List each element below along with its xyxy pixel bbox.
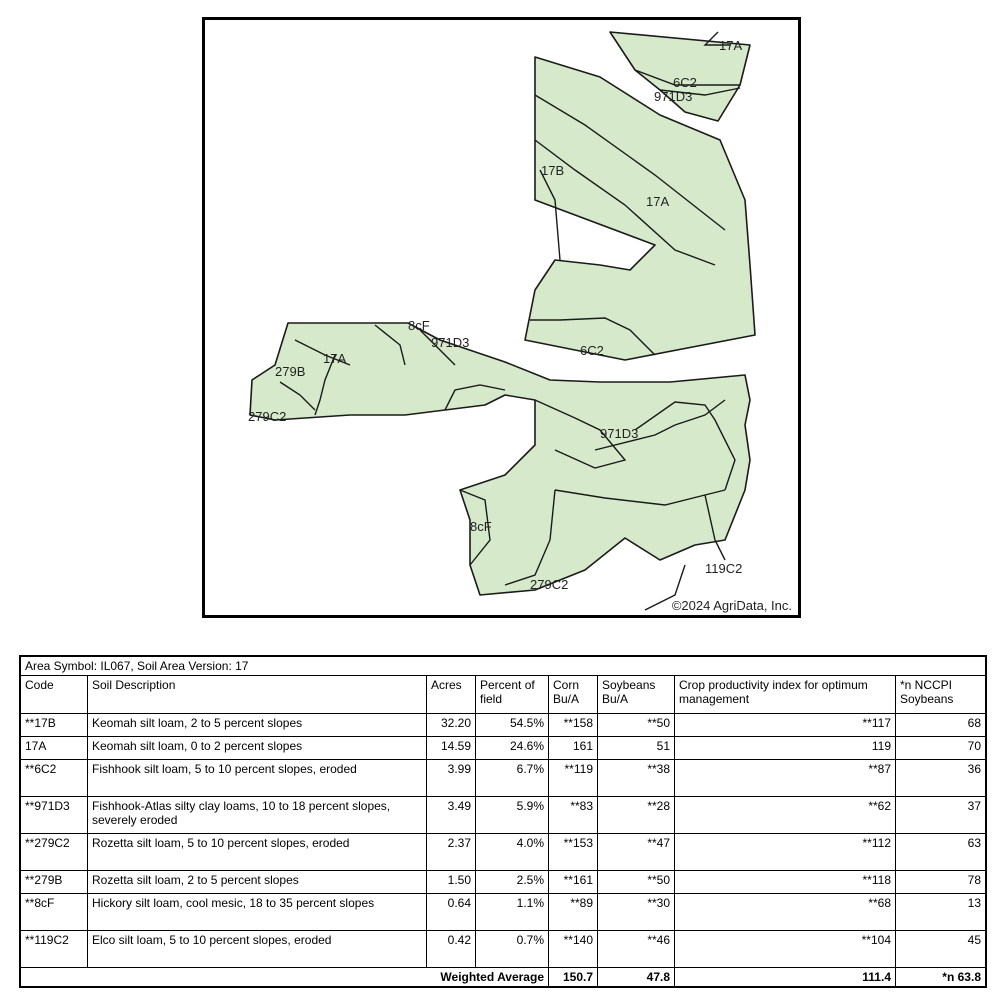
row-nccpi: 13 <box>896 894 987 931</box>
weighted-cpi: 111.4 <box>675 968 896 988</box>
row-soybeans: **47 <box>598 834 675 871</box>
map-label-279c2-south: 279C2 <box>530 577 569 592</box>
row-cpi: **104 <box>675 931 896 968</box>
row-soybeans: **30 <box>598 894 675 931</box>
row-nccpi: 63 <box>896 834 987 871</box>
row-corn: **153 <box>549 834 598 871</box>
row-acres: 0.42 <box>427 931 476 968</box>
row-acres: 1.50 <box>427 871 476 894</box>
map-label-6c2-east: 6C2 <box>580 343 604 358</box>
table-row <box>20 714 986 737</box>
weighted-average-row <box>20 968 986 988</box>
row-nccpi: 68 <box>896 714 987 737</box>
row-acres: 0.64 <box>427 894 476 931</box>
row-nccpi: 45 <box>896 931 987 968</box>
weighted-nccpi: *n 63.8 <box>896 968 987 988</box>
row-acres: 3.99 <box>427 760 476 797</box>
column-header-row <box>20 676 986 714</box>
row-soybeans: **46 <box>598 931 675 968</box>
weighted-corn: 150.7 <box>549 968 598 988</box>
row-corn: 161 <box>549 737 598 760</box>
row-percent: 0.7% <box>476 931 549 968</box>
map-label-17a-west: 17A <box>323 351 347 366</box>
col-corn: Corn Bu/A <box>549 676 598 714</box>
row-cpi: **87 <box>675 760 896 797</box>
row-code: **279C2 <box>20 834 88 871</box>
row-percent: 6.7% <box>476 760 549 797</box>
map-label-8cf-south: 8cF <box>470 519 492 534</box>
row-corn: **89 <box>549 894 598 931</box>
col-percent: Percent of field <box>476 676 549 714</box>
map-label-17a-east: 17A <box>646 194 670 209</box>
row-acres: 14.59 <box>427 737 476 760</box>
row-description: Rozetta silt loam, 2 to 5 percent slopes <box>88 871 427 894</box>
row-code: **17B <box>20 714 88 737</box>
table-row <box>20 760 986 797</box>
table-row <box>20 737 986 760</box>
table-row <box>20 931 986 968</box>
row-code: **971D3 <box>20 797 88 834</box>
row-acres: 3.49 <box>427 797 476 834</box>
map-label-971d3-west: 971D3 <box>431 335 470 350</box>
row-description: Hickory silt loam, cool mesic, 18 to 35 percent slopes <box>88 894 427 931</box>
weighted-soy: 47.8 <box>598 968 675 988</box>
col-code: Code <box>20 676 88 714</box>
table-row <box>20 871 986 894</box>
weighted-average-label: Weighted Average <box>20 968 549 988</box>
col-soybeans: Soybeans Bu/A <box>598 676 675 714</box>
row-soybeans: **50 <box>598 871 675 894</box>
row-nccpi: 78 <box>896 871 987 894</box>
map-label-279c2-west: 279C2 <box>248 409 287 424</box>
map-label-119c2: 119C2 <box>705 561 743 576</box>
row-cpi: 119 <box>675 737 896 760</box>
row-acres: 2.37 <box>427 834 476 871</box>
row-nccpi: 70 <box>896 737 987 760</box>
col-acres: Acres <box>427 676 476 714</box>
map-label-17a-northeast: 17A <box>719 38 743 53</box>
map-label-971d3-central: 971D3 <box>600 426 639 441</box>
soil-map-canvas <box>205 20 798 615</box>
row-nccpi: 37 <box>896 797 987 834</box>
row-acres: 32.20 <box>427 714 476 737</box>
row-cpi: **117 <box>675 714 896 737</box>
copyright-notice: ©2024 AgriData, Inc. <box>671 598 792 613</box>
row-nccpi: 36 <box>896 760 987 797</box>
row-description: Elco silt loam, 5 to 10 percent slopes, eroded <box>88 931 427 968</box>
row-cpi: **68 <box>675 894 896 931</box>
row-cpi: **112 <box>675 834 896 871</box>
row-percent: 54.5% <box>476 714 549 737</box>
soil-table <box>19 655 987 988</box>
map-label-971d3-northeast: 971D3 <box>654 89 693 104</box>
col-nccpi: *n NCCPI Soybeans <box>896 676 987 714</box>
row-percent: 4.0% <box>476 834 549 871</box>
soil-map <box>202 17 801 618</box>
row-soybeans: **38 <box>598 760 675 797</box>
row-percent: 2.5% <box>476 871 549 894</box>
row-cpi: **118 <box>675 871 896 894</box>
row-corn: **158 <box>549 714 598 737</box>
row-code: **279B <box>20 871 88 894</box>
row-corn: **119 <box>549 760 598 797</box>
table-row <box>20 894 986 931</box>
row-description: Keomah silt loam, 2 to 5 percent slopes <box>88 714 427 737</box>
row-description: Fishhook silt loam, 5 to 10 percent slopes, eroded <box>88 760 427 797</box>
row-code: 17A <box>20 737 88 760</box>
row-code: **8cF <box>20 894 88 931</box>
row-description: Rozetta silt loam, 5 to 10 percent slopes, eroded <box>88 834 427 871</box>
area-symbol-header: Area Symbol: IL067, Soil Area Version: 17 <box>20 656 986 676</box>
table-row <box>20 834 986 871</box>
map-label-17b: 17B <box>541 163 565 178</box>
row-corn: **83 <box>549 797 598 834</box>
map-label-279b: 279B <box>275 364 306 379</box>
col-cpi: Crop productivity index for optimum management <box>675 676 896 714</box>
row-description: Fishhook-Atlas silty clay loams, 10 to 18 percent slopes, severely eroded <box>88 797 427 834</box>
col-description: Soil Description <box>88 676 427 714</box>
row-cpi: **62 <box>675 797 896 834</box>
row-percent: 1.1% <box>476 894 549 931</box>
map-label-8cf-west: 8cF <box>408 318 430 333</box>
row-code: **119C2 <box>20 931 88 968</box>
row-percent: 24.6% <box>476 737 549 760</box>
table-row <box>20 797 986 834</box>
row-description: Keomah silt loam, 0 to 2 percent slopes <box>88 737 427 760</box>
row-corn: **161 <box>549 871 598 894</box>
row-code: **6C2 <box>20 760 88 797</box>
row-soybeans: 51 <box>598 737 675 760</box>
row-percent: 5.9% <box>476 797 549 834</box>
map-label-6c2-northeast: 6C2 <box>673 75 697 90</box>
row-soybeans: **28 <box>598 797 675 834</box>
row-corn: **140 <box>549 931 598 968</box>
row-soybeans: **50 <box>598 714 675 737</box>
